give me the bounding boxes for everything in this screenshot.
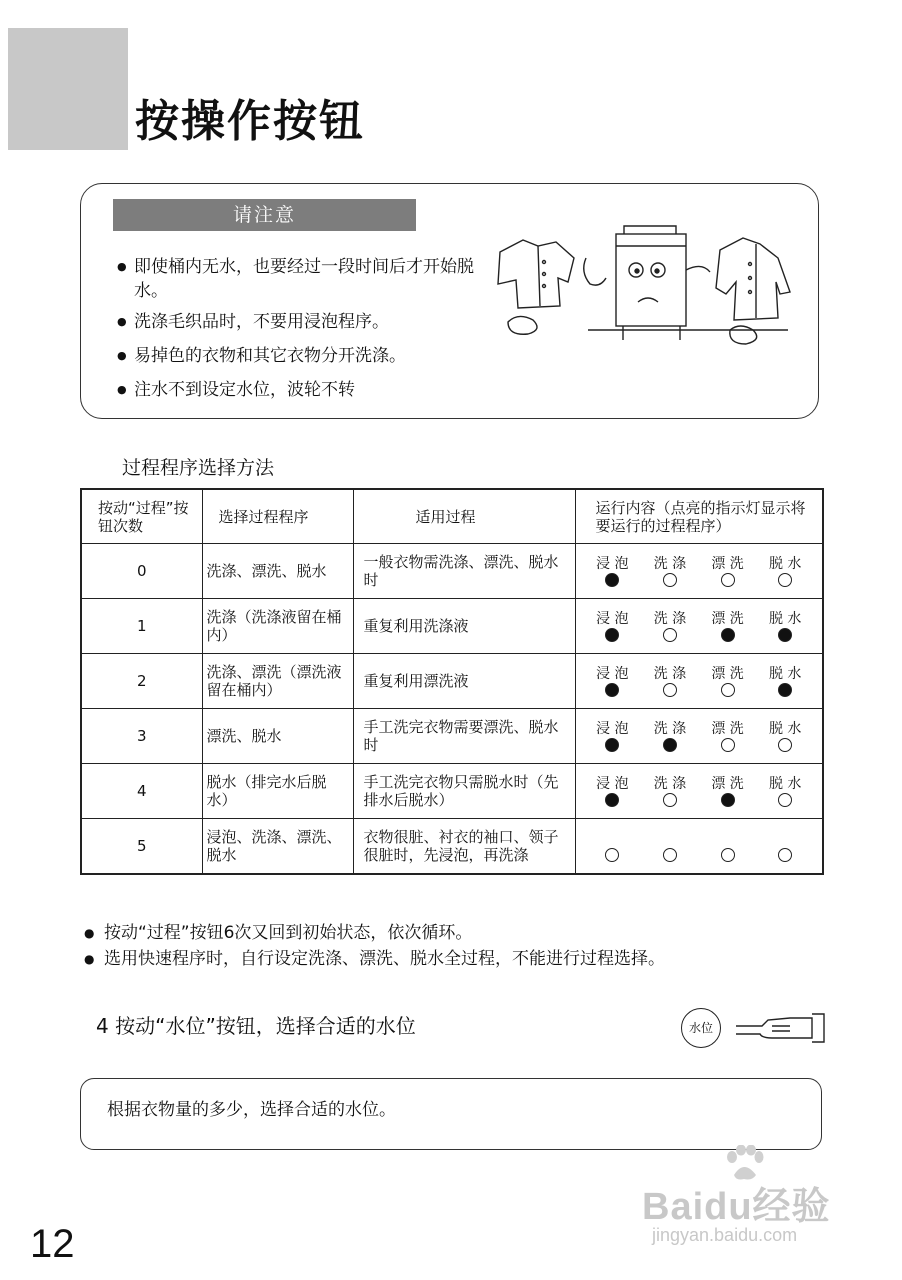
water-level-description: 根据衣物量的多少，选择合适的水位。 (107, 1100, 396, 1120)
header-applies: 适用过程 (353, 489, 575, 544)
indicator-light-on (721, 793, 735, 807)
cell-presses: 3 (81, 709, 202, 764)
indicator-light-on (778, 628, 792, 642)
cell-applies: 手工洗完衣物只需脱水时（先排水后脱水） (353, 764, 575, 819)
indicator-light-off (778, 793, 792, 807)
indicator-light-on (605, 573, 619, 587)
header-decor-block (8, 28, 128, 150)
notice-list (117, 255, 487, 411)
cell-applies: 衣物很脏、衬衣的袖口、领子很脏时，先浸泡，再洗涤 (353, 819, 575, 875)
table-row (81, 654, 823, 709)
indicator-name: 漂 洗 (711, 665, 744, 682)
indicator-light-off (721, 848, 735, 862)
indicator-name: 洗 涤 (653, 720, 687, 737)
indicator-name: 漂 洗 (711, 775, 744, 792)
notice-item: ● 易掉色的衣物和其它衣物分开洗涤。 (117, 343, 487, 369)
indicator-light-off (778, 848, 792, 862)
indicator-light-off (778, 738, 792, 752)
indicator-light-on (605, 738, 619, 752)
cell-indicators (575, 654, 823, 709)
process-subtitle: 过程程序选择方法 (122, 457, 275, 479)
indicator-name: 脱 水 (768, 610, 802, 627)
indicator-name: 脱 水 (768, 720, 802, 737)
indicator-light-off (663, 628, 677, 642)
indicator-light-on (605, 628, 619, 642)
header-presses: 按动“过程”按钮次数 (81, 489, 202, 544)
cell-applies: 重复利用洗涤液 (353, 599, 575, 654)
table-row (81, 709, 823, 764)
indicator-name: 洗 涤 (653, 665, 687, 682)
notice-item: ● 即使桶内无水，也要经过一段时间后才开始脱水。 (117, 255, 487, 303)
indicator-light-off (663, 848, 677, 862)
indicator-name: 脱 水 (768, 665, 802, 682)
cell-presses: 2 (81, 654, 202, 709)
cell-program: 洗涤、漂洗（漂洗液留在桶内） (202, 654, 353, 709)
indicator-light-off (605, 848, 619, 862)
cell-applies: 重复利用漂洗液 (353, 654, 575, 709)
notice-header: 请注意 (113, 199, 416, 231)
indicator-light-off (721, 573, 735, 587)
cell-presses: 5 (81, 819, 202, 875)
cell-presses: 0 (81, 544, 202, 599)
indicator-name: 洗 涤 (653, 555, 687, 572)
page-number: 12 (30, 1222, 75, 1266)
process-notes (84, 920, 824, 972)
process-note: ● 按动“过程”按钮6次又回到初始状态，依次循环。 (84, 920, 824, 946)
indicator-light-off (663, 573, 677, 587)
indicator-light-on (605, 683, 619, 697)
cell-applies: 手工洗完衣物需要漂洗、脱水时 (353, 709, 575, 764)
cell-presses: 1 (81, 599, 202, 654)
indicator-name: 漂 洗 (711, 555, 744, 572)
indicator-name: 浸 泡 (596, 775, 629, 792)
indicator-name: 洗 涤 (653, 610, 687, 627)
indicator-name: 脱 水 (768, 775, 802, 792)
water-level-button[interactable]: 水位 (681, 1008, 721, 1048)
process-note: ● 选用快速程序时，自行设定洗涤、漂洗、脱水全过程，不能进行过程选择。 (84, 946, 824, 972)
notice-item: ● 注水不到设定水位，波轮不转 (117, 377, 487, 403)
table-row (81, 544, 823, 599)
notice-item: ● 洗涤毛织品时，不要用浸泡程序。 (117, 309, 487, 335)
watermark-url: jingyan.baidu.com (652, 1225, 798, 1245)
indicator-light-on (721, 628, 735, 642)
indicator-name: 浸 泡 (596, 610, 629, 627)
indicator-name: 脱 水 (768, 555, 802, 572)
indicator-name: 浸 泡 (596, 555, 629, 572)
cell-applies: 一般衣物需洗涤、漂洗、脱水时 (353, 544, 575, 599)
indicator-light-off (663, 683, 677, 697)
cell-program: 脱水（排完水后脱水） (202, 764, 353, 819)
cell-presses: 4 (81, 764, 202, 819)
cell-program: 洗涤（洗涤液留在桶内） (202, 599, 353, 654)
table-header-row (81, 489, 823, 544)
washer-clothes-illustration (488, 222, 798, 352)
indicator-name: 洗 涤 (653, 775, 687, 792)
indicator-name: 浸 泡 (596, 665, 629, 682)
table-row (81, 764, 823, 819)
pointing-hand-icon (732, 1004, 827, 1044)
indicator-name: 漂 洗 (711, 610, 744, 627)
header-indicator: 运行内容（点亮的指示灯显示将要运行的过程程序） (575, 489, 823, 544)
cell-indicators (575, 764, 823, 819)
table-row (81, 819, 823, 875)
watermark-brand: Baidu经验 (642, 1186, 831, 1228)
indicator-light-on (605, 793, 619, 807)
baidu-watermark (632, 1145, 852, 1245)
cell-indicators (575, 544, 823, 599)
header-program: 选择过程程序 (202, 489, 353, 544)
indicator-light-on (663, 738, 677, 752)
page-title: 按操作按钮 (135, 96, 365, 147)
indicator-light-off (721, 683, 735, 697)
indicator-name: 漂 洗 (711, 720, 744, 737)
indicator-light-off (778, 573, 792, 587)
table-row (81, 599, 823, 654)
indicator-light-on (778, 683, 792, 697)
water-level-heading: 4 按动“水位”按钮，选择合适的水位 (96, 1014, 416, 1038)
cell-indicators (575, 819, 823, 875)
indicator-name: 浸 泡 (596, 720, 629, 737)
cell-program: 浸泡、洗涤、漂洗、脱水 (202, 819, 353, 875)
cell-indicators (575, 709, 823, 764)
cell-program: 洗涤、漂洗、脱水 (202, 544, 353, 599)
cell-indicators (575, 599, 823, 654)
indicator-light-off (721, 738, 735, 752)
cell-program: 漂洗、脱水 (202, 709, 353, 764)
process-table (80, 488, 824, 875)
indicator-light-off (663, 793, 677, 807)
